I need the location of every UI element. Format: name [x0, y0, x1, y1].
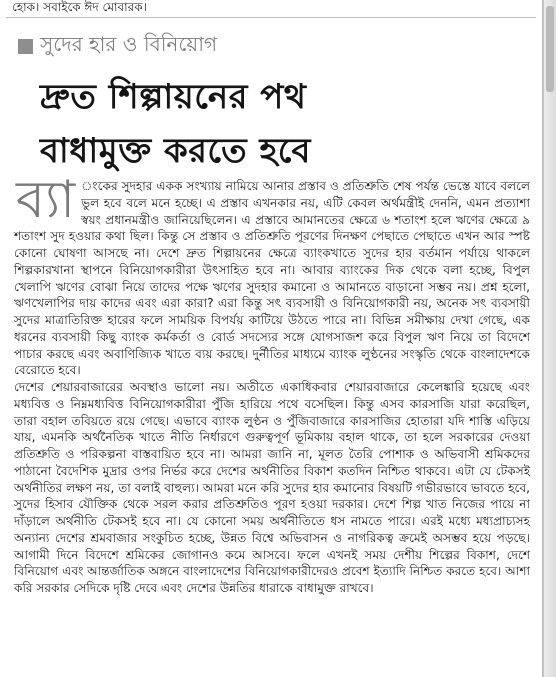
section-header [18, 33, 217, 59]
divider [6, 17, 536, 18]
vertical-scrollbar[interactable] [543, 0, 556, 677]
article-body [14, 170, 530, 597]
drop-cap: ব্যা [16, 170, 76, 230]
square-icon [18, 39, 33, 54]
scrollbar-thumb[interactable] [546, 6, 554, 92]
headline-line-1: দ্রুত শিল্পায়নের পথ [40, 77, 307, 117]
article-paragraph-1: ংকের সুদহার একক সংখ্যায় নামিয়ে আনার প্রস্তাব ও প্রতিশ্রুতি শেষ পর্যন্ত ভেস্তে যাবে বললে ভুল হবে বলে মনে হচ্ছে। এ প্রস্তাব এখনকার নয়, এটি কেবল অর্থমন্ত্রীই দেননি, এমন প্রত্যাশা স্বয়ং প্রধানমন্ত্রীও জানিয়েছিলেন। এ প্রস্তাবে আমানতের ক্ষেত্রে ৬ শতাংশ হলে ঋণের ক্ষেত্রে ৯ শতাংশ সুদ হওয়ার কথা ছিল। কিন্তু সে প্রস্তাব ও প্রতিশ্রুতি পূরণের দিনক্ষণ পেছাতে পেছাতে এখন আর স্পষ্ট কোনো ঘোষণা আসছে না। দেশে দ্রুত শিল্পায়নের ক্ষেত্রে ব্যাংকখাতে সুদের হার বর্তমান পর্যায়ে থাকলে শিল্পকারখানা স্থাপনে বিনিয়োগকারীরা উৎসাহিত হবে না। আবার ব্যাংকের দিক থেকে বলা হচ্ছে, বিপুল খেলাপি ঋণের বোঝা নিয়ে তাদের পক্ষে ঋণের সুদহার কমানো ও আমানতে বাড়ানো সম্ভব নয়। প্রশ্ন হলো, ঋণখেলাপির দায় কাদের এবং এরা কারা? এরা কিন্তু সৎ ব্যবসায়ী ও বিনিয়োগকারী নয়, অনেক সৎ ব্যবসায়ী সুদের মাত্রাতিরিক্ত হারের ফলে সাময়িক বিপর্যয় কাটিয়ে উঠতে পারে না। বিভিন্ন সমীক্ষায় দেখা গেছে, এক ধরনের ব্যবসায়ী কিছু ব্যাংক কর্মকর্তা ও বোর্ড সদস্যের সঙ্গে যোগসাজশ করে বিপুল ঋণ নিয়ে তা বিদেশে পাচার করছে এবং অবাণিজ্যিক খাতে ব্যয় করছে। দুর্নীতির মাধ্যমে ব্যাংক লুণ্ঠনের সংস্কৃতি থেকে বাংলাদেশকে বেরোতে হবে। [14, 179, 530, 378]
section-title: সুদের হার ও বিনিয়োগ [40, 31, 218, 56]
headline-line-2: বাধামুক্ত করতে হবে [40, 131, 311, 171]
headline [40, 70, 520, 178]
previous-article-tail: হোক। সবাইকে ঈদ মোবারক। [12, 0, 147, 14]
article-paragraph-2: দেশের শেয়ারবাজারের অবস্থাও ভালো নয়। অতীতে একাধিকবার শেয়ারবাজারে কেলেঙ্কারি হয়েছে এবং মধ্যবিত্ত ও নিম্নমধ্যবিত্ত বিনিয়োগকারীরা পুঁজি হারিয়ে পথে বসেছিল। কিন্তু এসব কারসাজি যারা করেছিল, তারা বহাল তবিয়তে রয়ে গেছে। এভাবে ব্যাংক লুণ্ঠন ও পুঁজিবাজারে কারসাজির হোতারা যদি শাস্তি এড়িয়ে যায়, এমনকি অর্থনৈতিক খাতে নীতি নির্ধারণে গুরুত্বপূর্ণ ভূমিকায় বহাল থাকে, তা হলে সরকারের দেওয়া প্রতিশ্রুতি ও পরিকল্পনা বাস্তবায়িত হবে না। আমরা জানি না, মূলত তৈরি পোশাক ও অভিবাসী শ্রমিকদের পাঠানো বৈদেশিক মুদ্রার ওপর নির্ভর করে দেশের অর্থনীতির বিকাশ কতদিন নিশ্চিত থাকবে। এটা যে টেকসই অর্থনীতির লক্ষণ নয়, তা বলাই বাহুল্য। আমরা মনে করি সুদের হার কমানোর বিষয়টি গভীরভাবে ভাবতে হবে, সুদের হিসাব যৌক্তিক থেকে সরল করার প্রতিশ্রুতিও পূরণ হওয়া দরকার। দেশে শিল্প খাত নিজের পায়ে না দাঁড়ালে অর্থনীতি টেকসই হবে না। যে কোনো সময় অর্থনীতিতে ধস নামতে পারে। এরই মধ্যে মধ্যপ্রাচ্যসহ অন্যান্য দেশের শ্রমবাজার সংকুচিত হচ্ছে, উন্নত বিশ্বে অভিবাসন ও নাগরিকত্ব ক্রমেই অসম্ভব হয়ে পড়ছে। আগামী দিনে বিদেশে শ্রমিকের জোগানও কমে আসবে। ফলে এখনই সময় দেশীয় শিল্পের বিকাশ, দেশে বিনিয়োগ এবং আন্তর্জাতিক অঙ্গনে বাংলাদেশের বিনিয়োগকারীদেরও প্রবেশ ইত্যাদি নিশ্চিত করতে হবে। আশা করি সরকার সেদিকে দৃষ্টি দেবে এবং দেশের উন্নতির ধারাকে বাধামুক্ত রাখবে। [14, 380, 530, 595]
